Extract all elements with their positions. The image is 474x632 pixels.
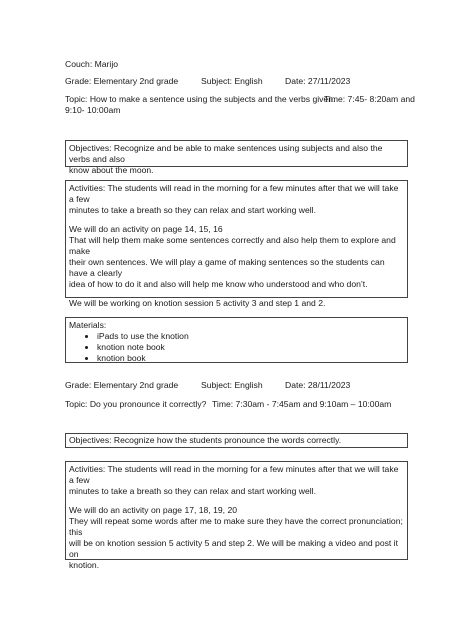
topic-1-line1: Topic: How to make a sentence using the subjects and the verbs given.: [65, 94, 336, 104]
activities-2-line: knotion.: [69, 560, 100, 570]
activities-1-line: idea of how to do it and also will help me know who understood and who don’t.: [69, 279, 368, 289]
activities-1-line: That will help them make some sentences correctly and also help them to explore and make: [69, 235, 396, 256]
coach-line: Couch: Marijo: [65, 59, 119, 69]
activities-box-2: [65, 461, 408, 570]
grade-2: Grade: Elementary 2nd grade: [65, 380, 179, 390]
topic-2: Topic: Do you pronounce it correctly?: [65, 399, 207, 409]
objectives-1-line1: Objectives: Recognize and be able to make sentences using subjects and also the verbs and also: [69, 143, 383, 164]
materials-list: [69, 331, 404, 364]
objectives-box-2: [65, 433, 408, 448]
activities-2-line: We will do an activity on page 17, 18, 19, 20: [69, 505, 238, 515]
materials-box: [65, 317, 408, 363]
time-2: Time: 7:30am - 7:45am and 9:10am – 10:00am: [212, 399, 392, 409]
activities-1-line: Activities: The students will read in the morning for a few minutes after that we will take a few: [69, 183, 399, 204]
topic-1-line2: 9:10- 10:00am: [65, 105, 121, 115]
activities-1-line: minutes to take a breath so they can relax and start working well.: [69, 205, 316, 215]
objectives-1-line2: know about the moon.: [69, 165, 154, 175]
activities-2-line: minutes to take a breath so they can relax and start working well.: [69, 486, 316, 496]
subject-2: Subject: English: [201, 380, 263, 390]
materials-item: • iPads to use the knotion: [97, 331, 404, 342]
objectives-box-1: [65, 140, 408, 175]
activities-2-line: They will repeat some words after me to make sure they have the correct pronunciation; this: [69, 516, 403, 537]
activities-1-line: their own sentences. We will play a game of making sentences so the students can have a clearly: [69, 257, 385, 278]
date-1: Date: 27/11/2023: [285, 76, 351, 86]
objectives-2-line: Objectives: Recognize how the students pronounce the words correctly.: [69, 435, 342, 445]
activities-1-line: We will do an activity on page 14, 15, 16: [69, 224, 223, 234]
materials-item: • knotion book: [97, 353, 404, 364]
activities-box-1: [65, 180, 408, 308]
time-1: Time: 7:45- 8:20am and: [324, 94, 415, 104]
materials-title: Materials:: [69, 320, 107, 330]
materials-item: • knotion note book: [97, 342, 404, 353]
activities-1-line: We will be working on knotion session 5 activity 3 and step 1 and 2.: [69, 298, 326, 308]
grade-1: Grade: Elementary 2nd grade: [65, 76, 179, 86]
date-2: Date: 28/11/2023: [285, 380, 351, 390]
activities-2-line: Activities: The students will read in the morning for a few minutes after that we will take a few: [69, 464, 399, 485]
subject-1: Subject: English: [201, 76, 263, 86]
activities-2-line: will be on knotion session 5 activity 5 and step 2. We will be making a video and post it on: [69, 538, 398, 559]
